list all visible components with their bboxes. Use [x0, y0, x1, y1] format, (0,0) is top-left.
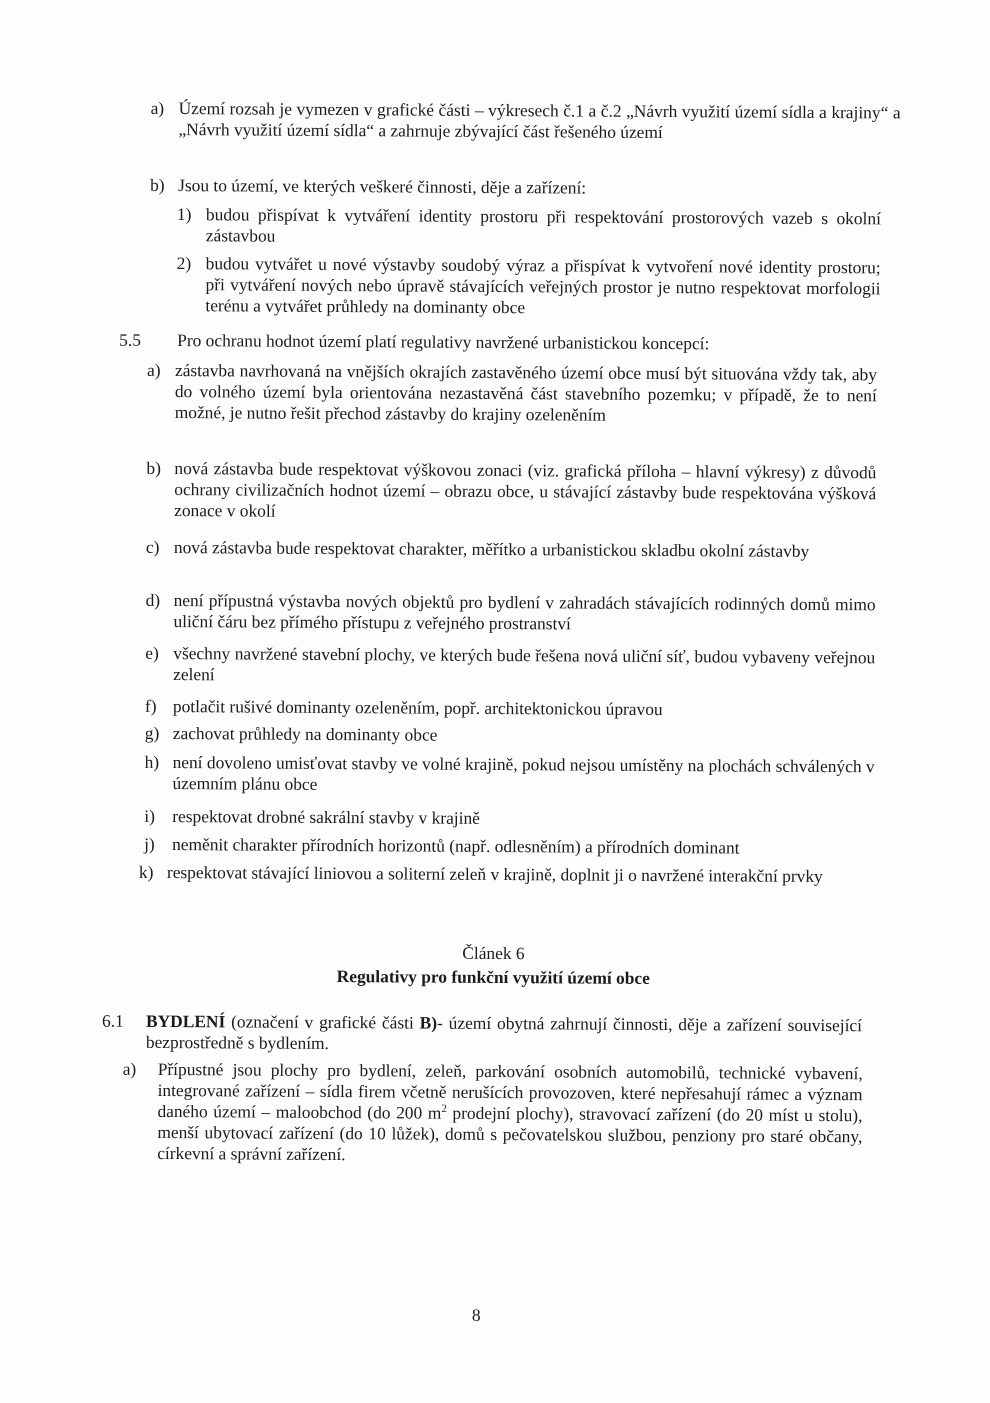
- section-6-1: [102, 1011, 862, 1058]
- item-label: 2): [176, 253, 192, 274]
- list-item: [145, 590, 875, 636]
- section-text: Pro ochranu hodnot území platí regulativy navržené urbanistickou koncepcí:: [177, 330, 710, 354]
- item-text: respektovat drobné sakrální stavby v krajině: [172, 806, 480, 828]
- list-item: [177, 204, 881, 250]
- list-item: [145, 723, 875, 748]
- item-text-part: prodejní plochy), stravovací zařízení (do 20 míst u stolu), menší ubytovací zařízení (do 10 lůžek), domů s pečovatelskou službou, penziony pro staré občany, církevní a správní zařízení.: [157, 1102, 863, 1165]
- section-term: BYDLENÍ: [145, 1010, 226, 1032]
- item-text-part: Přípustné jsou plochy pro bydlení, zeleň, parkování osobních automobilů, technické vybavení, integrované zařízení – sídla firem včetně nerušících provozoven, které nepřesahují rámec a význam daného území – maloobchod (do 200 m: [157, 1058, 863, 1123]
- item-text: Území rozsah je vymezen v grafické části – výkresech č.1 a č.2 „Návrh využití území sídla a krajiny“ a „Návrh využití území sídla“ a zahrnuje zbývající část řešeného území: [178, 98, 901, 143]
- item-label: h): [144, 751, 160, 772]
- item-text: respektovat stávající liniovou a soliterní zeleň v krajině, doplnit ji o navržené interakční prvky: [166, 861, 823, 887]
- list-item: [145, 696, 875, 721]
- section-heading: [119, 330, 899, 356]
- superscript: 2: [441, 1102, 447, 1115]
- item-text: Jsou to území, ve kterých veškeré činnosti, děje a zařízení:: [178, 175, 587, 198]
- list-item: [139, 862, 874, 887]
- item-text: budou vytvářet u nové výstavby soudobý výraz a přispívat k vytvoření nové identity prostoru; při vytváření nových nebo úpravě stávajících veřejných prostor je nutno respektovat morfologii terénu a vytvářet průhledy na dominanty obce: [205, 253, 881, 318]
- item-text: potlačit rušivé dominanty ozeleněním, popř. architektonickou úpravou: [172, 696, 663, 720]
- item-label: b): [150, 174, 165, 195]
- section-number: 5.5: [119, 329, 142, 350]
- section-number: 6.1: [101, 1010, 124, 1031]
- item-text: zachovat průhledy na dominanty obce: [172, 723, 438, 745]
- item-label: f): [144, 695, 157, 716]
- item-label: b): [146, 457, 161, 478]
- list-item: [144, 834, 874, 859]
- item-text: zástavba navrhovaná na vnějších okrajích zastavěného území obce musí být situována vždy tak, aby do volného území byla orientována nezastavěná část stavebního pozemku; v případě, že to není možné, je nutno řešit přechod zástavby do krajiny ozeleněním: [174, 360, 878, 425]
- item-label: d): [145, 589, 161, 610]
- page-number: 8: [471, 1304, 481, 1325]
- list-item: [147, 360, 877, 427]
- list-item: [146, 537, 876, 562]
- item-label: c): [145, 536, 160, 557]
- item-text: budou přispívat k vytváření identity prostoru při respektování prostorových vazeb s okolní zástavbou: [205, 204, 882, 246]
- list-item: [146, 458, 876, 525]
- article-number: Článek 6: [462, 942, 525, 964]
- item-label: i): [144, 805, 155, 826]
- item-label: a): [122, 1058, 137, 1079]
- item-text: [157, 1059, 863, 1168]
- item-text: nová zástavba bude respektovat výškovou zonaci (viz. grafická příloha – hlavní výkresy) z důvodů ochrany civilizačních hodnot území – obrazu obce, u stávající zástavby bude respektována výšková zonace v okolí: [174, 458, 877, 521]
- item-label: k): [138, 861, 154, 882]
- item-label: a): [146, 359, 161, 380]
- list-item: [144, 806, 874, 831]
- item-text: neměnit charakter přírodních horizontů (např. odlesněním) a přírodních dominant: [172, 834, 740, 858]
- article-title: Regulativy pro funkční využití území obce: [336, 966, 650, 988]
- section-text: [146, 1011, 862, 1057]
- item-label: e): [145, 642, 159, 663]
- item-label: a): [150, 97, 165, 118]
- item-text: není dovoleno umisťovat stavby ve volné krajině, pokud nejsou umístěny na plochách schválených v územním plánu obce: [172, 752, 875, 794]
- list-item: [122, 1059, 863, 1169]
- list-item: [150, 98, 900, 145]
- item-label: 1): [176, 204, 192, 225]
- item-text: nová zástavba bude respektovat charakter, měřítko a urbanistickou skladbu okolní zástavby: [173, 537, 810, 561]
- item-label: j): [144, 833, 155, 854]
- list-item: [145, 643, 875, 689]
- section-text-part: - území obytná zahrnují činnosti, děje a zařízení související bezprostředně s bydlením.: [145, 1012, 863, 1053]
- section-text-part: (označení v grafické části: [225, 1011, 420, 1033]
- item-label: g): [144, 722, 160, 743]
- list-item: [144, 752, 874, 798]
- zone-marker: B): [419, 1012, 438, 1033]
- item-text: není přípustná výstavba nových objektů pro bydlení v zahradách stávajících rodinných domů mimo uliční čáru bez přímého přístupu z veřejného prostranství: [173, 590, 876, 634]
- item-text: všechny navržené stavební plochy, ve kterých bude řešena nová uliční síť, budou vybaveny veřejnou zelení: [173, 643, 876, 685]
- list-item: [150, 175, 900, 201]
- list-item: [176, 253, 880, 320]
